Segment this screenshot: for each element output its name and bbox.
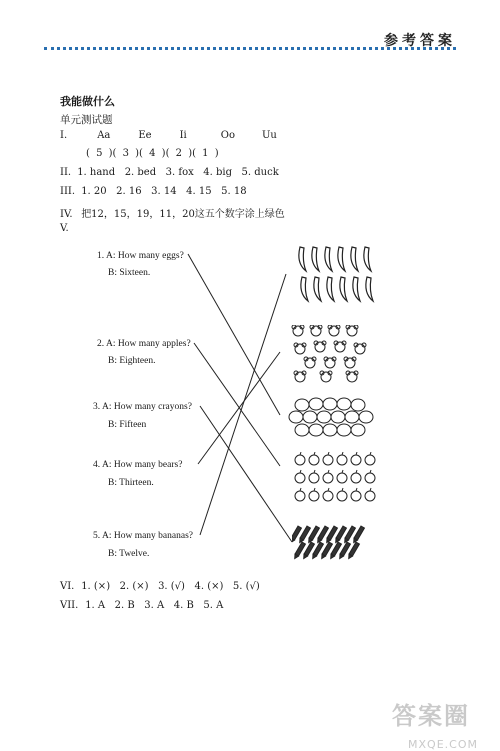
part4-label: IV. [60,209,73,220]
part7-row [60,600,223,611]
eggs-picture [288,397,384,441]
section-subtitle: 单元测试题 [60,114,113,126]
match-line-bears [198,352,280,464]
header-title: 参考答案 [384,33,456,49]
part2-text: 1. hand 2. bed 3. fox 4. big 5. duck [77,167,279,178]
part2-label: II. [60,167,72,178]
q5-question: 5. A: How many bananas? [93,531,193,541]
part6-label: VI. [60,581,75,592]
part1-answers: ( 5 )( 3 )( 4 )( 2 )( 1 ) [86,148,219,159]
watermark-url: MXQE.COM [408,738,478,751]
q4-answer: B: Thirteen. [108,478,154,488]
part1-item: Uu [261,130,277,141]
match-line-crayons [200,406,292,542]
part5-label: V. [60,223,69,234]
bears-picture [290,325,382,383]
q5-answer: B: Twelve. [108,549,150,559]
q3-question: 3. A: How many crayons? [93,402,192,412]
part6-row [60,581,260,592]
part7-text: 1. A 2. B 3. A 4. B 5. A [85,600,224,611]
part1-item: Ii [179,130,187,141]
q1-question: 1. A: How many eggs? [97,251,184,261]
q2-answer: B: Eighteen. [108,356,156,366]
q1-answer: B: Sixteen. [108,268,151,278]
part4-text: 把12，15，19，11，20这五个数字涂上绿色 [81,209,285,220]
part1-item: Ee [138,130,152,141]
section-title: 我能做什么 [60,95,115,108]
part1-label: I. [60,130,68,141]
part3-label: III. [60,186,76,197]
match-line-bananas [200,274,286,535]
part6-text: 1. (×) 2. (×) 3. (√) 4. (×) 5. (√) [81,581,260,592]
crayons-picture [292,524,384,560]
bananas-picture [294,243,386,305]
q3-answer: B: Fifteen [108,420,147,430]
part7-label: VII. [60,600,79,611]
q2-question: 2. A: How many apples? [97,339,191,349]
part1-item: Oo [220,130,235,141]
apples-picture [290,452,382,508]
q4-question: 4. A: How many bears? [93,460,183,470]
part3-text: 1. 20 2. 16 3. 14 4. 15 5. 18 [81,186,247,197]
part1-item: Aa [97,130,111,141]
watermark-logo: 答案圈 [392,702,470,730]
match-line-apples [194,343,280,466]
